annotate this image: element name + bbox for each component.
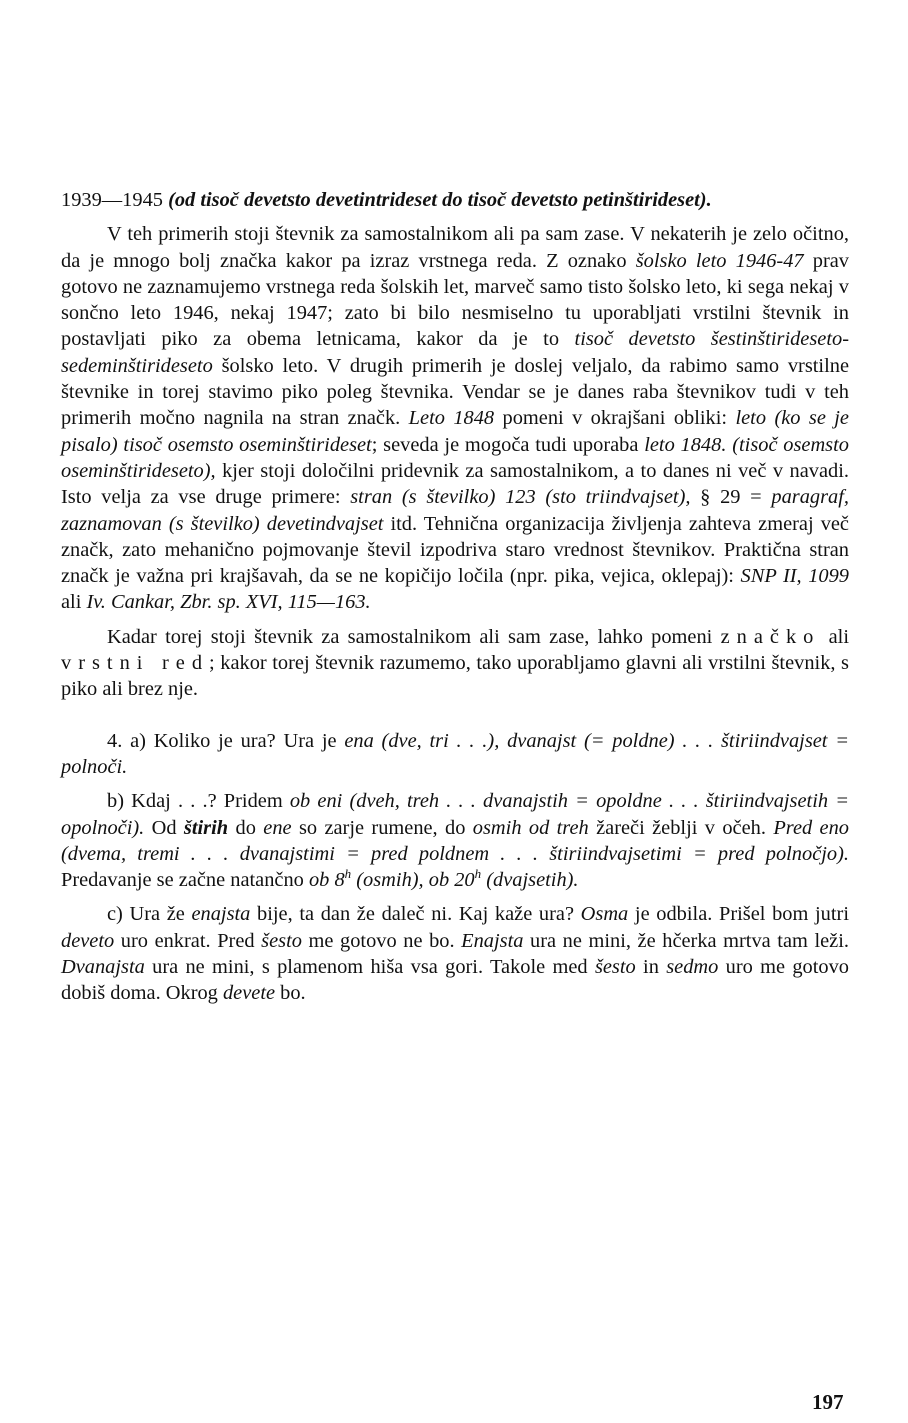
text-run: šolsko leto. V drugih primerih je doslej veljalo, da rabimo samo vrstilne števnike in torej stavimo piko poleg števnika. Vendar se je danes raba števnikov tudi v teh primerih močno nagnila na stran značk. [61, 354, 849, 430]
text-run: ali [61, 591, 87, 614]
italic-run: Pred eno (dvema, tremi . . . dvanajstimi = pred poldnem . . . štiriindvajsetimi = pred polnočjo). [61, 816, 850, 865]
text-run: pomeni v okrajšani obliki: [494, 407, 736, 430]
italic-run: leto (ko se je pisalo) tisoč osemsto oseminštirideset [61, 407, 849, 456]
text-run: kjer stoji določilni pridevnik za samostalnikom, a to danes ni več v navadi. Isto velja za vse druge primere: [61, 459, 849, 509]
italic-run: devete [222, 982, 276, 1005]
text-run: do [228, 816, 264, 839]
text-run: itd. Tehnična organizacija življenja zahteva zmeraj več značk, zato mehanično pojmovanje števil izpodriva staro vrednost števnikov. Praktična stran značk je važna pri krajšavah, da se ne kopičijo ločila (npr. pika, vejica, oklepaj): [61, 512, 849, 588]
italic-run: štirih [183, 816, 229, 839]
italic-run: stran (s številko) 123 (sto triindvajset), [350, 486, 691, 509]
italic-run: SNP II, 1099 [740, 565, 849, 588]
text-run: ali [820, 625, 849, 648]
text-run: 4. a) Koliko je ura? Ura je [107, 729, 345, 752]
italic-run: ena (dve, tri . . .), dvanajst (= poldne) . . . štiriindvajset = polnoči. [61, 729, 850, 778]
superscript: h [474, 866, 482, 882]
text-run: žareči žeblji v očeh. [588, 816, 774, 839]
spaced-run: vrstni red [61, 652, 210, 675]
text-run: bo. [275, 982, 306, 1005]
text-run: uro enkrat. Pred [114, 929, 262, 952]
page-body [61, 187, 849, 1007]
text-run: § 29 = [690, 486, 772, 509]
italic-run: tisoč devetsto šestinštirideseto-sedeminštirideseto [61, 328, 849, 377]
spaced-run: značko [720, 625, 821, 648]
italic-run: Dvanajsta [61, 956, 145, 979]
paragraph-summary [61, 624, 849, 703]
text-run: b) Kdaj . . .? Pridem [107, 790, 290, 813]
text-run: in [635, 956, 667, 979]
text-run: Od [144, 816, 184, 839]
italic-run: enajsta [191, 903, 251, 926]
italic-run: ob 8 [308, 869, 345, 892]
text-run: bije, ta dan že daleč ni. Kaj kaže ura? [250, 903, 581, 926]
italic-run: šesto [594, 956, 636, 979]
italic-run: šesto [261, 929, 302, 952]
text-run: je odbila. Prišel bom jutri [628, 903, 849, 926]
text-run: ; seveda je mogoča tudi uporaba [371, 433, 645, 456]
italic-run: (osmih), ob 20 [351, 869, 475, 892]
text-run: prav gotovo ne zaznamujemo vrstnega reda šolskih let, marveč samo tisto šolsko leto, ki sega nekaj v sončno leto 1946, nekaj 1947; zato bi bilo nesmiselno tu uporabljati vrstilni števnik in postavljati piko za obema letnicama, kakor da je to [61, 249, 849, 351]
text-run: so zarje rumene, do [291, 816, 473, 839]
paragraph-4c [61, 901, 849, 1006]
text-run: Kadar torej stoji števnik za samostalnikom ali sam zase, lahko pomeni [107, 625, 721, 648]
text-run: V teh primerih stoji števnik za samostalnikom ali pa sam zase. V nekaterih je zelo očitno, da je mnogo bolj značka kakor pa izraz vrstnega reda. Z oznako [61, 223, 849, 272]
italic-run: deveto [61, 929, 115, 952]
italic-run: Osma [580, 903, 629, 926]
text-run: ; kakor torej števnik razumemo, tako uporabljamo glavni ali vrstilni števnik, s piko ali brez nje. [61, 652, 849, 701]
text-run: ura ne mini, s plamenom hiša vsa gori. Takole med [144, 956, 595, 979]
paragraph-4a [61, 728, 849, 781]
italic-run: paragraf, zaznamovan (s številko) devetindvajset [61, 486, 849, 535]
text-run: ura ne mini, že hčerka mrtva tam leži. [523, 929, 849, 952]
text-run: uro me gotovo dobiš doma. Okrog [61, 956, 849, 1005]
paragraph-examples [61, 221, 849, 615]
italic-run: ene [263, 816, 292, 839]
paragraph-years [61, 187, 849, 213]
paragraph-4b [61, 788, 849, 893]
page-number: 197 [812, 1390, 844, 1414]
italic-run: ob eni (dveh, treh . . . dvanajstih = opoldne . . . štiriindvajsetih = opolnoči). [61, 790, 849, 839]
text-run: me gotovo ne bo. [301, 929, 462, 952]
italic-run: (dvajsetih). [481, 869, 579, 892]
text-run: c) Ura že [107, 903, 192, 926]
italic-run: (od tisoč devetsto devetintrideset do tisoč devetsto petinštirideset). [168, 189, 712, 211]
text-run: 1939—1945 [61, 189, 169, 211]
italic-run: Iv. Cankar, Zbr. sp. XVI, 115—163. [86, 591, 371, 614]
text-run: Predavanje se začne natančno [61, 869, 309, 892]
superscript: h [344, 866, 352, 882]
italic-run: šolsko leto 1946-47 [635, 249, 804, 272]
italic-run: Leto 1848 [408, 407, 495, 430]
italic-run: leto 1848. (tisoč osemsto oseminštirideseto), [61, 433, 849, 482]
italic-run: Enajsta [461, 929, 524, 952]
italic-run: sedmo [666, 956, 719, 979]
italic-run: osmih od treh [472, 816, 589, 839]
